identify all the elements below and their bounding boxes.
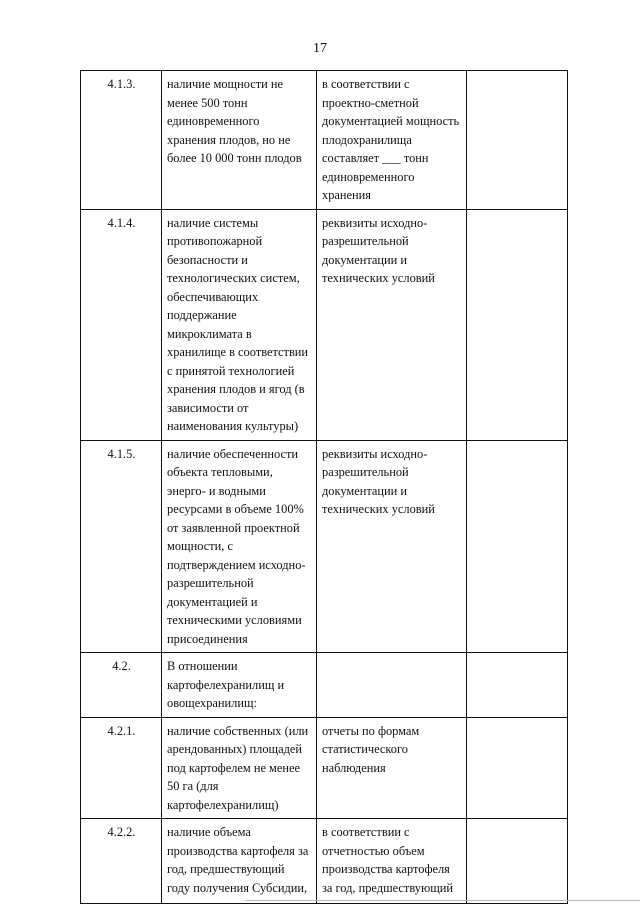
documents-cell	[317, 209, 467, 440]
requirement-line: наименования культуры)	[167, 419, 299, 433]
documents-line: документации и	[322, 483, 408, 498]
empty-cell	[467, 71, 568, 210]
requirement-line: картофелехранилищ)	[167, 797, 279, 812]
requirement-line: документацией и	[167, 594, 258, 609]
item-number: 4.1.5.	[81, 440, 162, 653]
page-edge-line	[245, 900, 640, 901]
documents-cell	[317, 653, 467, 718]
documents-line: отчетностью объем	[322, 843, 425, 858]
requirement-line: картофелехранилищ и	[167, 677, 285, 692]
requirement-line: хранения плодов, но не	[167, 132, 291, 147]
item-number: 4.2.	[81, 653, 162, 718]
requirement-cell	[162, 819, 317, 904]
documents-line: статистического	[322, 742, 408, 756]
empty-cell	[467, 440, 568, 653]
requirement-line: ресурсами в объеме 100%	[167, 502, 304, 516]
table-row	[81, 717, 568, 819]
requirement-line: В отношении	[167, 659, 238, 673]
requirement-line: производства картофеля за	[167, 843, 309, 858]
requirement-line: наличие обеспеченности	[167, 446, 299, 461]
documents-line: документацией мощность	[322, 114, 460, 128]
requirement-cell	[162, 71, 317, 210]
requirement-line: хранения плодов и ягод (в	[167, 382, 305, 396]
requirement-line: противопожарной	[167, 234, 263, 248]
requirement-line: наличие собственных (или	[167, 723, 309, 738]
documents-line: составляет ___ тонн	[322, 151, 429, 165]
requirement-line: микроклимата в	[167, 326, 252, 341]
page-number: 17	[313, 41, 327, 56]
documents-line: проектно-сметной	[322, 95, 419, 110]
item-number: 4.2.1.	[81, 717, 162, 819]
requirement-line: году получения Субсидии,	[167, 880, 308, 895]
requirement-cell	[162, 209, 317, 440]
requirement-line: технологических систем,	[167, 271, 300, 285]
documents-cell	[317, 717, 467, 819]
documents-line: технических условий	[322, 271, 435, 285]
requirement-line: от заявленной проектной	[167, 520, 300, 535]
documents-line: технических условий	[322, 502, 435, 516]
documents-line: разрешительной	[322, 465, 409, 479]
requirement-line: техническими условиями	[167, 613, 302, 627]
requirement-line: более 10 000 тонн плодов	[167, 151, 302, 165]
item-number: 4.1.3.	[81, 71, 162, 210]
requirement-line: объекта тепловыми,	[167, 465, 273, 479]
empty-cell	[467, 653, 568, 718]
documents-cell	[317, 71, 467, 210]
requirement-line: подтверждением исходно-	[167, 557, 306, 572]
documents-line: в соответствии с	[322, 77, 410, 91]
requirement-cell	[162, 717, 317, 819]
requirement-line: овощехранилищ:	[167, 696, 257, 710]
table-row	[81, 209, 568, 440]
requirement-line: наличие системы	[167, 215, 259, 230]
table-row	[81, 819, 568, 904]
requirement-line: присоединения	[167, 631, 248, 646]
empty-cell	[467, 819, 568, 904]
requirement-line: единовременного	[167, 114, 260, 128]
documents-line: документации и	[322, 252, 408, 267]
requirement-line: хранилище в соответствии	[167, 345, 309, 359]
requirement-line: год, предшествующий	[167, 862, 285, 876]
table-row	[81, 440, 568, 653]
requirement-line: наличие мощности не	[167, 77, 283, 91]
documents-line: хранения	[322, 188, 371, 202]
documents-line: разрешительной	[322, 234, 409, 248]
requirement-line: арендованных) площадей	[167, 742, 303, 756]
requirement-line: зависимости от	[167, 400, 249, 415]
requirement-line: наличие объема	[167, 825, 251, 839]
requirement-cell	[162, 440, 317, 653]
requirement-line: с принятой технологией	[167, 363, 295, 378]
requirement-line: энерго- и водными	[167, 483, 266, 498]
table-row	[81, 71, 568, 210]
documents-line: производства картофеля	[322, 862, 450, 876]
requirement-line: безопасности и	[167, 252, 248, 267]
requirement-line: под картофелем не менее	[167, 760, 301, 775]
requirement-line: мощности, с	[167, 539, 233, 553]
documents-line: наблюдения	[322, 760, 386, 775]
documents-line: за год, предшествующий	[322, 880, 454, 895]
documents-line: реквизиты исходно-	[322, 446, 428, 461]
documents-line: отчеты по формам	[322, 723, 420, 738]
requirement-cell	[162, 653, 317, 718]
item-number: 4.2.2.	[81, 819, 162, 904]
requirement-line: разрешительной	[167, 576, 254, 590]
item-number: 4.1.4.	[81, 209, 162, 440]
documents-line: единовременного	[322, 169, 415, 184]
documents-cell	[317, 819, 467, 904]
requirement-line: менее 500 тонн	[167, 95, 248, 110]
documents-line: в соответствии с	[322, 825, 410, 839]
documents-cell	[317, 440, 467, 653]
requirement-line: обеспечивающих	[167, 289, 259, 304]
documents-line: реквизиты исходно-	[322, 215, 428, 230]
requirement-line: 50 га (для	[167, 779, 219, 793]
requirements-table	[80, 70, 568, 904]
requirement-line: поддержание	[167, 308, 237, 322]
empty-cell	[467, 717, 568, 819]
table-row	[81, 653, 568, 718]
documents-line: плодохранилища	[322, 132, 412, 147]
empty-cell	[467, 209, 568, 440]
